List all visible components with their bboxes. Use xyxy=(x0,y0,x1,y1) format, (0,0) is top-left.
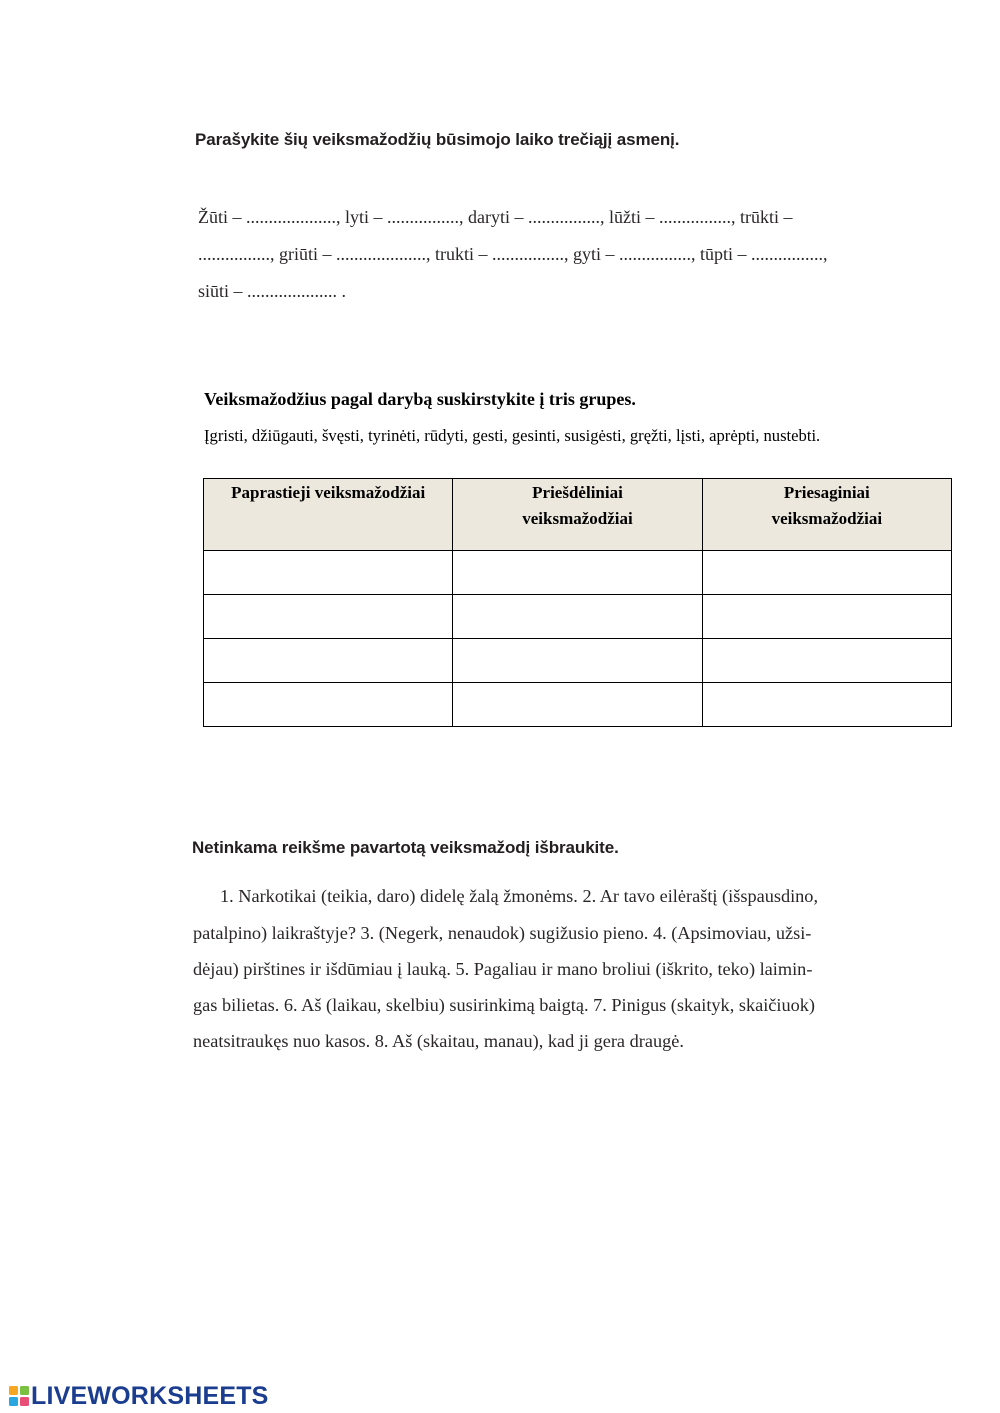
liveworksheets-logo[interactable] xyxy=(8,1382,269,1410)
table-cell xyxy=(702,639,951,683)
header-suffixed-verbs-line1: Priesaginiai xyxy=(783,483,870,502)
exercise3-line-3: dėjau) pirštines ir išdūmiau į lauką. 5. Pagaliau ir mano broliui (iškrito, teko) laimin- xyxy=(193,959,813,979)
table-row xyxy=(204,595,952,639)
table-row xyxy=(204,551,952,595)
exercise3-line-4: gas bilietas. 6. Aš (laikau, skelbiu) susirinkimą baigtą. 7. Pinigus (skaityk, skaičiuok) xyxy=(193,995,815,1015)
table-cell xyxy=(453,639,702,683)
exercise3-line-1: 1. Narkotikai (teikia, daro) didelę žalą žmonėms. 2. Ar tavo eilėraštį (išspausdino, xyxy=(220,886,819,906)
answer-input-r1-c3[interactable] xyxy=(703,551,951,594)
header-simple-verbs-label: Paprastieji veiksmažodžiai xyxy=(231,483,426,502)
exercise1-line-2: ................, griūti – ...................., trukti – ................, gyti – ................, tūpti – ................, xyxy=(198,244,828,264)
exercise3-line-2: patalpino) laikraštyje? 3. (Negerk, nenaudok) sugižusio pieno. 4. (Apsimoviau, užsi- xyxy=(193,923,812,943)
exercise1-line-1: Žūti – ...................., lyti – ................, daryti – ................, lūžti – ................, trūkti – xyxy=(198,207,793,227)
header-simple-verbs xyxy=(204,479,453,551)
answer-input-r3-c3[interactable] xyxy=(703,639,951,682)
exercise2-title: Veiksmažodžius pagal darybą suskirstykite į tris grupes. xyxy=(204,389,636,409)
answer-input-r4-c2[interactable] xyxy=(453,683,701,726)
table-cell xyxy=(453,551,702,595)
answer-input-r1-c2[interactable] xyxy=(453,551,701,594)
table-cell xyxy=(453,683,702,727)
answer-input-r4-c3[interactable] xyxy=(703,683,951,726)
answer-input-r3-c1[interactable] xyxy=(204,639,452,682)
exercise1-title: Parašykite šių veiksmažodžių būsimojo laiko trečiąjį asmenį. xyxy=(195,130,680,149)
answer-input-r2-c1[interactable] xyxy=(204,595,452,638)
table-row xyxy=(204,639,952,683)
table-cell xyxy=(702,683,951,727)
exercise1-line-3: siūti – .................... . xyxy=(198,281,347,301)
header-prefixed-verbs-line2: veiksmažodžiai xyxy=(522,509,633,528)
answer-input-r4-c1[interactable] xyxy=(204,683,452,726)
header-prefixed-verbs-line1: Priešdėliniai xyxy=(532,483,623,502)
table-cell xyxy=(702,551,951,595)
verb-groups-table xyxy=(203,478,952,727)
answer-input-r2-c2[interactable] xyxy=(453,595,701,638)
header-suffixed-verbs-line2: veiksmažodžiai xyxy=(771,509,883,528)
exercise3-title: Netinkama reikšme pavartotą veiksmažodį išbraukite. xyxy=(192,838,619,857)
header-suffixed-verbs xyxy=(702,479,951,551)
table-header-row xyxy=(204,479,952,551)
exercise2-word-list: Įgristi, džiūgauti, švęsti, tyrinėti, rūdyti, gesti, gesinti, susigėsti, gręžti, lįsti, aprėpti, nustebti. xyxy=(204,426,821,445)
answer-input-r1-c1[interactable] xyxy=(204,551,452,594)
exercise3-line-5: neatsitraukęs nuo kasos. 8. Aš (skaitau, manau), kad ji gera draugė. xyxy=(193,1031,684,1051)
header-prefixed-verbs xyxy=(453,479,702,551)
answer-input-r3-c2[interactable] xyxy=(453,639,701,682)
table-cell xyxy=(204,551,453,595)
table-cell xyxy=(204,683,453,727)
liveworksheets-logo-text: LIVEWORKSHEETS xyxy=(31,1381,269,1410)
answer-input-r2-c3[interactable] xyxy=(703,595,951,638)
table-cell xyxy=(702,595,951,639)
table-row xyxy=(204,683,952,727)
liveworksheets-logo-icon xyxy=(8,1385,30,1407)
table-cell xyxy=(453,595,702,639)
table-cell xyxy=(204,639,453,683)
table-cell xyxy=(204,595,453,639)
